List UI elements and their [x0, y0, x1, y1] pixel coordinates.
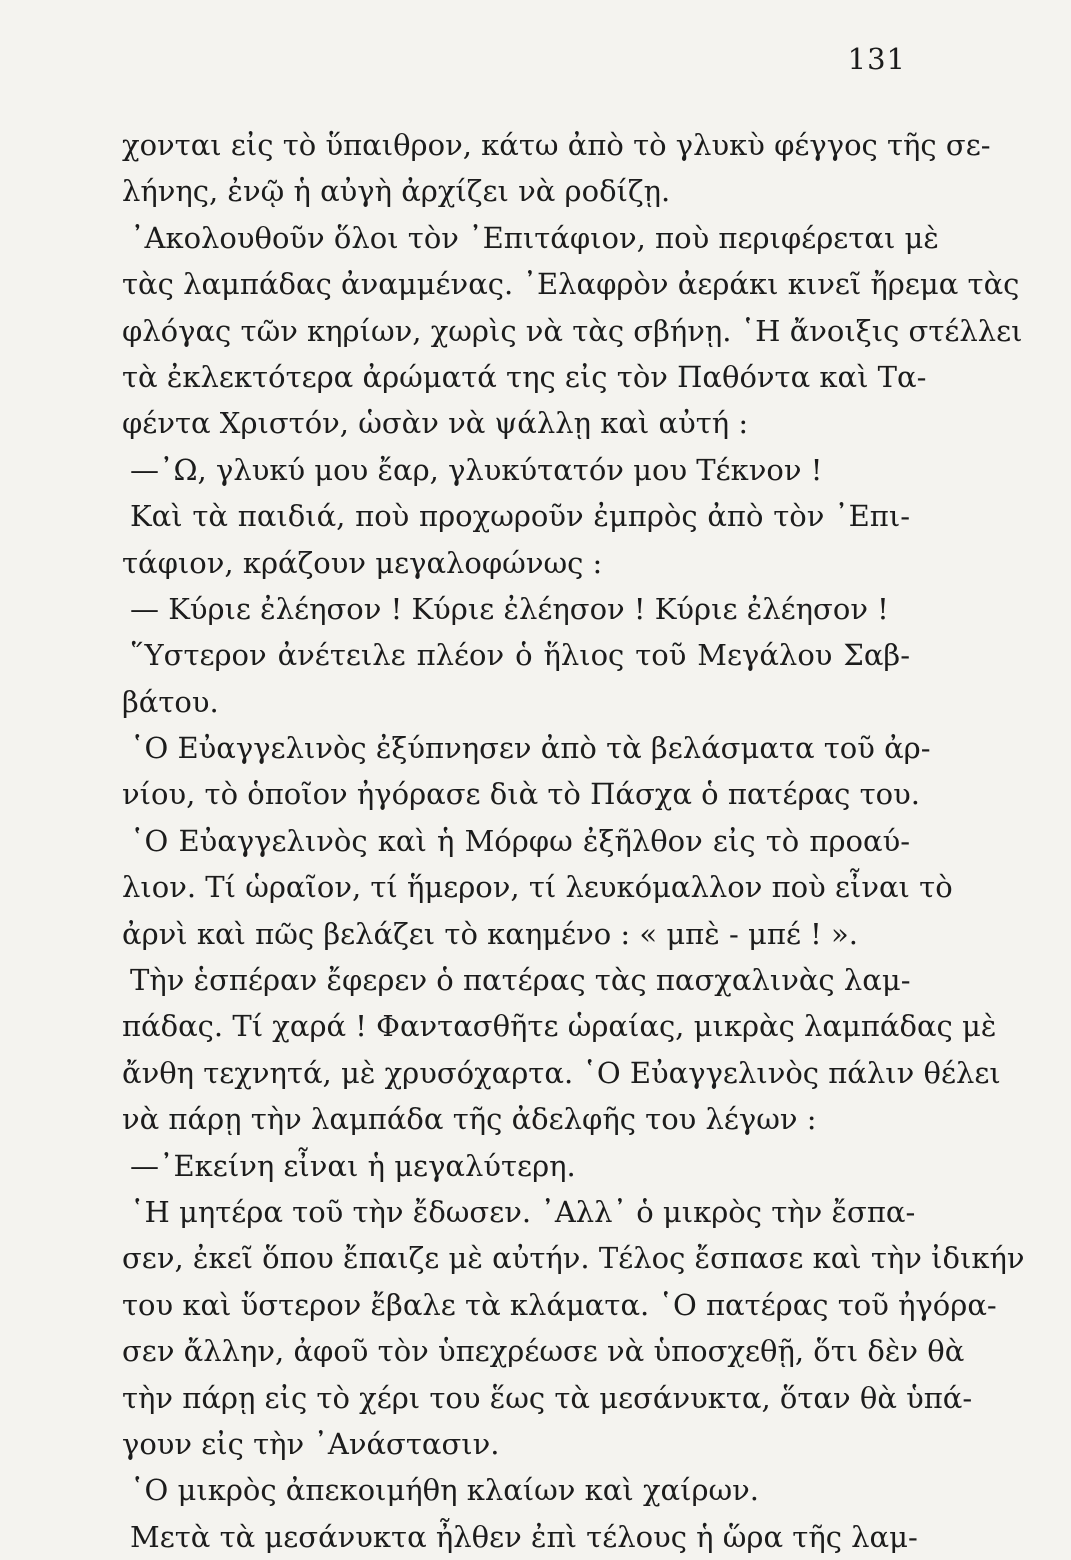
- text-line: σεν ἄλλην, ἀφοῦ τὸν ὑπεχρέωσε νὰ ὑποσχεθῇ, ὅτι δὲν θὰ: [122, 1334, 965, 1369]
- text-line: φλόγας τῶν κηρίων, χωρὶς νὰ τὰς σβήνῃ. ῾Η ἄνοιξις στέλλει: [122, 313, 1023, 348]
- text-line: Τὴν ἑσπέραν ἔφερεν ὁ πατέρας τὰς πασχαλινὰς λαμ-: [130, 963, 911, 998]
- text-line: ῾Ο Εὐαγγελινὸς ἐξύπνησεν ἀπὸ τὰ βελάσματα τοῦ ἀρ-: [130, 731, 931, 766]
- text-line: τὴν πάρῃ εἰς τὸ χέρι του ἕως τὰ μεσάνυκτα, ὅταν θὰ ὑπά-: [122, 1380, 973, 1415]
- text-line: — Κύριε ἐλέησον ! Κύριε ἐλέησον ! Κύριε ἐλέησον !: [130, 591, 889, 626]
- body-text: [122, 122, 1025, 1560]
- text-line: Καὶ τὰ παιδιά, ποὺ προχωροῦν ἐμπρὸς ἀπὸ τὸν ᾿Επι-: [130, 499, 910, 534]
- text-line: ἄνθη τεχνητά, μὲ χρυσόχαρτα. ῾Ο Εὐαγγελινὸς πάλιν θέλει: [122, 1055, 1001, 1090]
- text-line: —᾿Εκείνη εἶναι ἡ μεγαλύτερη.: [130, 1148, 576, 1183]
- text-line: φέντα Χριστόν, ὡσὰν νὰ ψάλλῃ καὶ αὐτή :: [122, 406, 749, 441]
- text-line: ῾Η μητέρα τοῦ τὴν ἔδωσεν. ᾿Αλλ᾿ ὁ μικρὸς τὴν ἔσπα-: [130, 1194, 916, 1229]
- text-line: ῞Υστερον ἀνέτειλε πλέον ὁ ἥλιος τοῦ Μεγάλου Σαβ-: [130, 638, 910, 673]
- text-line: νίου, τὸ ὁποῖον ἠγόρασε διὰ τὸ Πάσχα ὁ πατέρας του.: [122, 777, 920, 812]
- text-line: του καὶ ὕστερον ἔβαλε τὰ κλάματα. ῾Ο πατέρας τοῦ ἠγόρα-: [122, 1287, 997, 1322]
- text-line: ῾Ο Εὐαγγελινὸς καὶ ἡ Μόρφω ἐξῆλθον εἰς τὸ προαύ-: [130, 823, 910, 858]
- text-line: πάδας. Τί χαρά ! Φαντασθῆτε ὡραίας, μικρὰς λαμπάδας μὲ: [122, 1009, 997, 1044]
- text-line: λιον. Τί ὡραῖον, τί ἥμερον, τί λευκόμαλλον ποὺ εἶναι τὸ: [122, 870, 953, 905]
- text-line: τὰ ἐκλεκτότερα ἀρώματά της εἰς τὸν Παθόντα καὶ Τα-: [122, 359, 927, 394]
- text-line: σεν, ἐκεῖ ὅπου ἔπαιζε μὲ αὐτήν. Τέλος ἔσπασε καὶ τὴν ἰδικήν: [122, 1241, 1025, 1276]
- text-line: ῾Ο μικρὸς ἀπεκοιμήθη κλαίων καὶ χαίρων.: [130, 1473, 760, 1508]
- text-line: Μετὰ τὰ μεσάνυκτα ἦλθεν ἐπὶ τέλους ἡ ὥρα τῆς λαμ-: [130, 1519, 918, 1554]
- text-line: νὰ πάρῃ τὴν λαμπάδα τῆς ἀδελφῆς του λέγων :: [122, 1102, 817, 1137]
- text-line: τὰς λαμπάδας ἀναμμένας. ᾿Ελαφρὸν ἀεράκι κινεῖ ἤρεμα τὰς: [122, 267, 1020, 302]
- text-line: βάτου.: [122, 684, 219, 719]
- text-line: ᾿Ακολουθοῦν ὅλοι τὸν ᾿Επιτάφιον, ποὺ περιφέρεται μὲ: [130, 220, 939, 255]
- text-line: τάφιον, κράζουν μεγαλοφώνως :: [122, 545, 603, 580]
- page-number: 131: [847, 42, 906, 76]
- text-line: χονται εἰς τὸ ὕπαιθρον, κάτω ἀπὸ τὸ γλυκὺ φέγγος τῆς σε-: [122, 128, 991, 162]
- text-line: γουν εἰς τὴν ᾿Ανάστασιν.: [122, 1426, 500, 1461]
- text-line: ἀρνὶ καὶ πῶς βελάζει τὸ καημένο : « μπὲ - μπέ ! ».: [122, 916, 859, 951]
- text-line: λήνης, ἐνῷ ἡ αὐγὴ ἀρχίζει νὰ ροδίζῃ.: [122, 174, 671, 209]
- text-line: —᾿Ω, γλυκύ μου ἔαρ, γλυκύτατόν μου Τέκνον !: [130, 452, 823, 487]
